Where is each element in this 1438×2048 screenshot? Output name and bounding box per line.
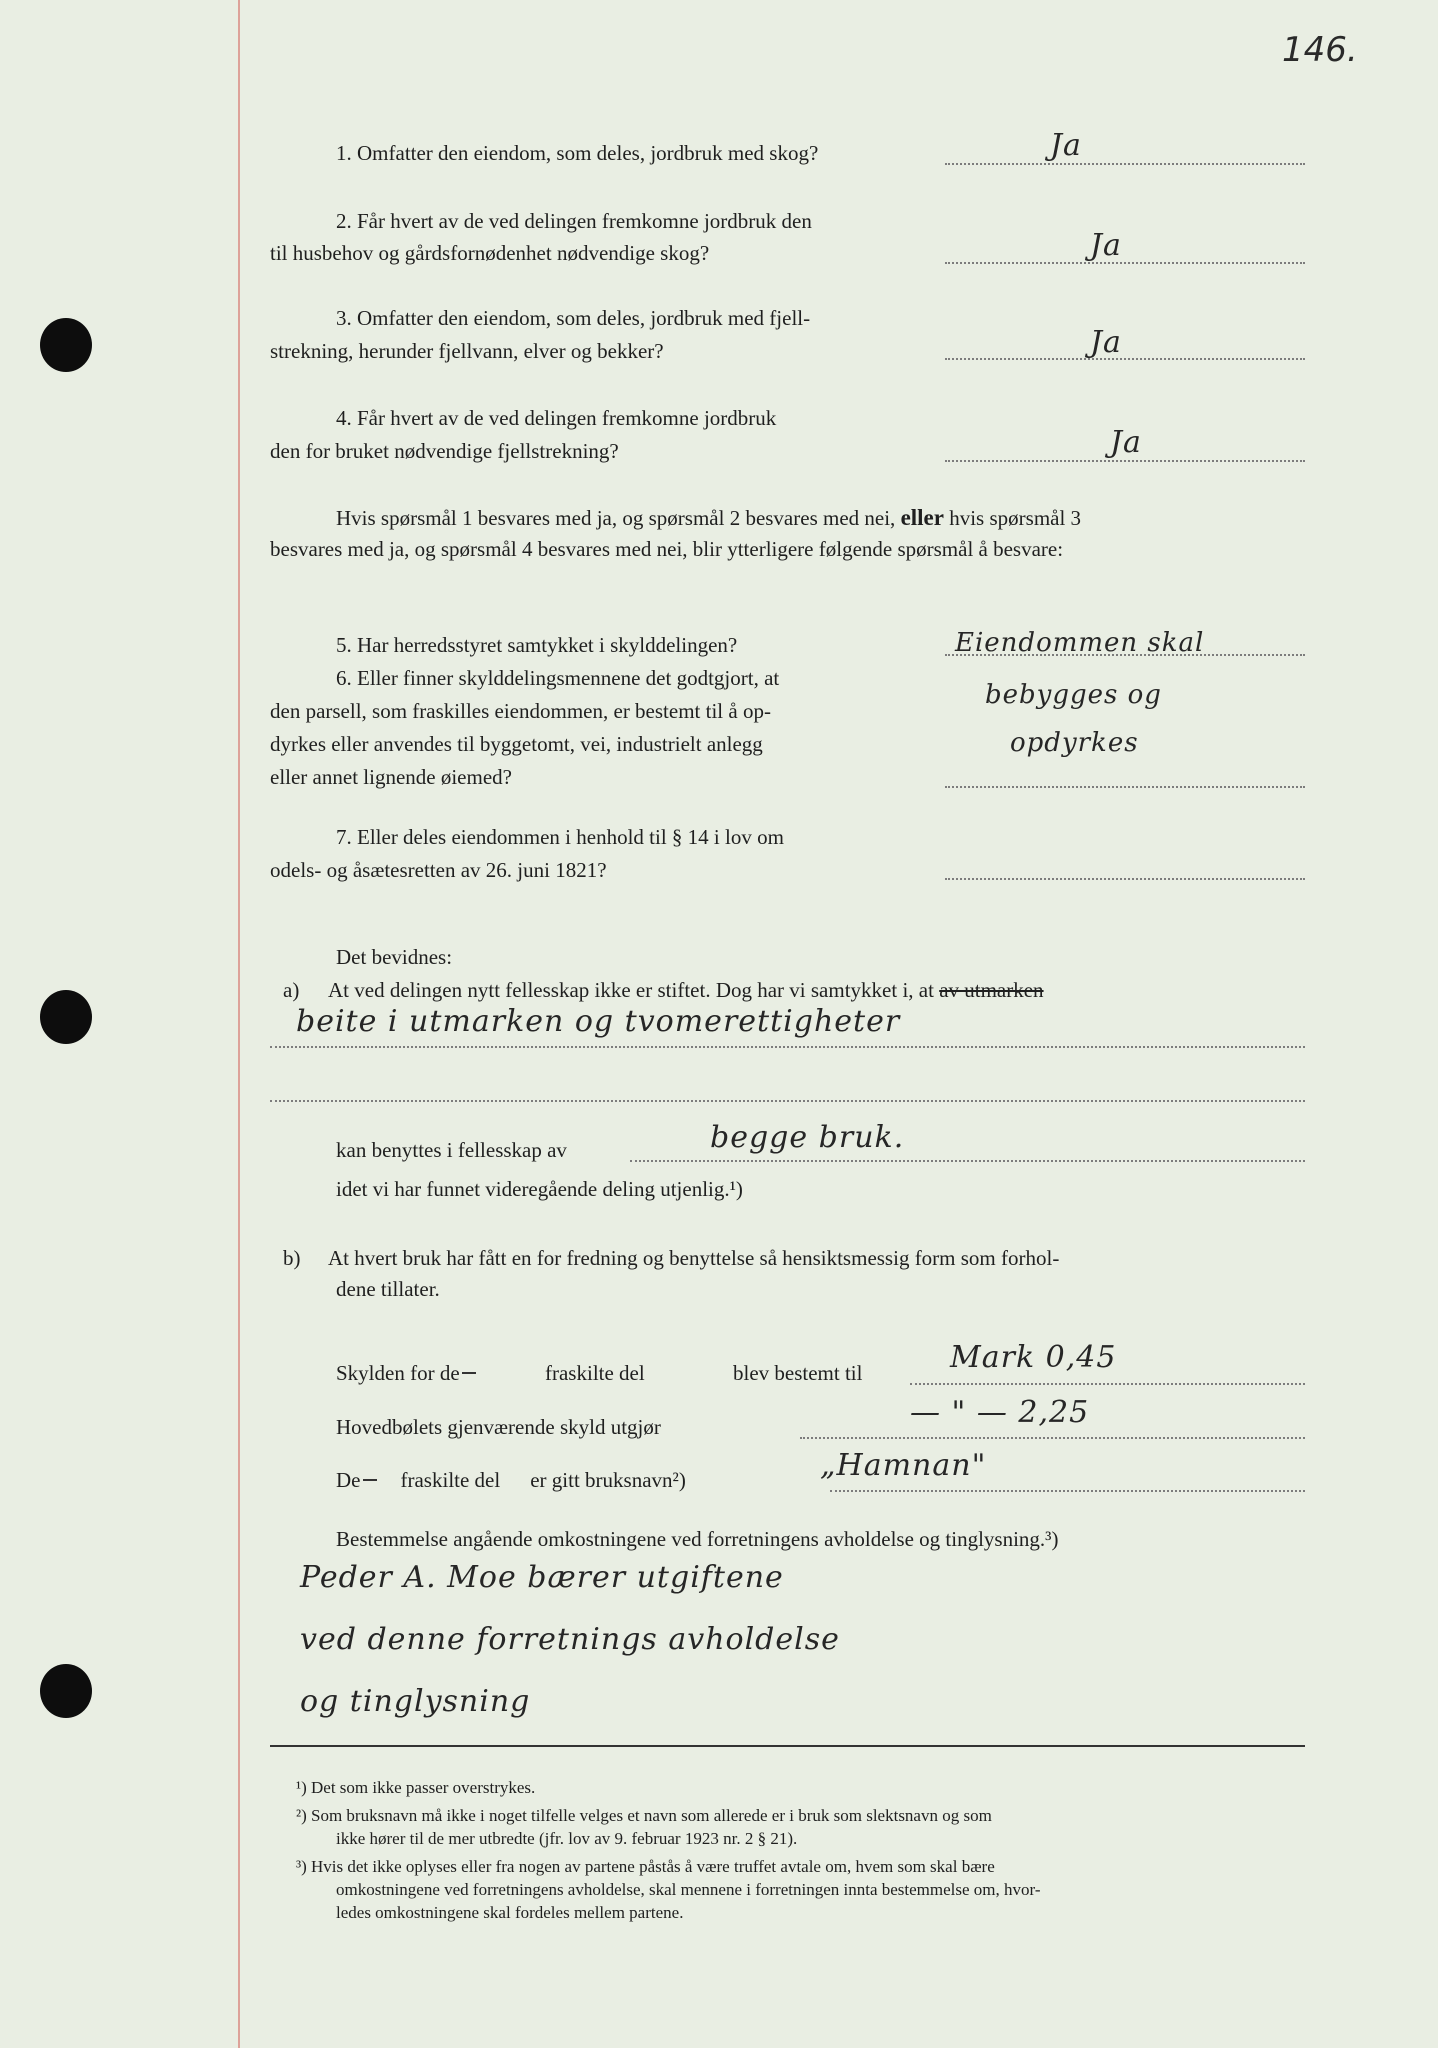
cert-b-label: b) <box>283 1246 301 1270</box>
cost-line-1: Peder A. Moe bærer utgiftene <box>300 1560 784 1595</box>
footnote-3-line-1: ³) Hvis det ikke oplyses eller fra nogen av partene påstås å være truffet avtale om, hvem som skal bære <box>296 1857 995 1876</box>
cert-a-line-2 <box>270 1100 1305 1102</box>
question-4-line-1: 4. Får hvert av de ved delingen fremkomne jordbruk <box>336 406 777 430</box>
question-5: 5. Har herredsstyret samtykket i skylddelingen? <box>336 633 738 657</box>
footnote-separator <box>270 1745 1305 1747</box>
skyld-label <box>336 1360 480 1386</box>
skyld-label-a: Skylden for de <box>336 1361 460 1385</box>
punch-hole-middle <box>40 990 92 1044</box>
footnote-3-line-2: omkostningene ved forretningens avholdelse, skal mennene i forretningen innta bestemmelse om, hvor- <box>336 1880 1041 1899</box>
cert-a-line-1 <box>270 1046 1305 1048</box>
answer-line-3 <box>945 358 1305 360</box>
question-4-line-2: den for bruket nødvendige fjellstrekning? <box>270 439 619 463</box>
question-1: 1. Omfatter den eiendom, som deles, jordbruk med skog? <box>336 141 819 165</box>
cert-a-text: At ved delingen nytt fellesskap ikke er stiftet. Dog har vi samtykket i, at <box>328 978 934 1002</box>
conditional-line-2: besvares med ja, og spørsmål 4 besvares med nei, blir ytterligere følgende spørsmål å besvare: <box>270 537 1064 561</box>
cert-b-line-2: dene tillater. <box>336 1277 440 1301</box>
cert-a-label: a) <box>283 978 300 1002</box>
common-use-line <box>630 1160 1305 1162</box>
skyld-value: Mark 0,45 <box>950 1340 1117 1375</box>
footnote-1: ¹) Det som ikke passer overstrykes. <box>296 1778 536 1797</box>
name-label-a: De <box>336 1468 361 1492</box>
cert-a-line <box>328 977 1044 1003</box>
footnote-2-line-2: ikke hører til de mer utbredte (jfr. lov av 9. februar 1923 nr. 2 § 21). <box>336 1829 798 1848</box>
question-7-line-2: odels- og åsætesretten av 26. juni 1821? <box>270 858 607 882</box>
name-label-b: fraskilte del <box>400 1468 501 1492</box>
name-line <box>830 1490 1305 1492</box>
punch-hole-bottom <box>40 1664 92 1718</box>
name-label <box>336 1467 686 1493</box>
question-7-line-1: 7. Eller deles eiendommen i henhold til § 14 i lov om <box>336 825 784 849</box>
punch-hole-top <box>40 318 92 372</box>
answer-4: Ja <box>1110 425 1142 460</box>
cert-b-line-1: At hvert bruk har fått en for fredning og benyttelse så hensiktsmessig form som forhol- <box>328 1246 1060 1270</box>
question-2-line-1: 2. Får hvert av de ved delingen fremkomne jordbruk den <box>336 209 812 233</box>
question-2-line-2: til husbehov og gårdsfornødenhet nødvendige skog? <box>270 241 710 265</box>
name-value: „Hamnan" <box>820 1448 987 1483</box>
answer-2: Ja <box>1090 228 1122 263</box>
question-6-line-2: den parsell, som fraskilles eiendommen, er bestemt til å op- <box>270 699 771 723</box>
question-6-line-3: dyrkes eller anvendes til byggetomt, vei, industrielt anlegg <box>270 732 763 756</box>
conditional-text-a: Hvis spørsmål 1 besvares med ja, og spørsmål 2 besvares med nei, <box>336 506 896 530</box>
skyld-end: blev bestemt til <box>733 1361 863 1385</box>
answer-line-4 <box>945 460 1305 462</box>
skyld-mid: fraskilte del <box>545 1361 645 1385</box>
conditional-line-1 <box>336 505 1081 531</box>
answer-line-2 <box>945 262 1305 264</box>
answer-line-1 <box>945 163 1305 165</box>
cost-label: Bestemmelse angående omkostningene ved forretningens avholdelse og tinglysning.³) <box>336 1527 1059 1551</box>
hoved-value: — " — 2,25 <box>910 1395 1090 1430</box>
conditional-bold: eller <box>900 505 944 530</box>
margin-line <box>238 0 240 2048</box>
skyld-line <box>910 1383 1305 1385</box>
conditional-text-b: hvis spørsmål 3 <box>949 506 1082 530</box>
answer-line-6 <box>945 786 1305 788</box>
footnote-2-line-1: ²) Som bruksnavn må ikke i noget tilfelle velges et navn som allerede er i bruk som slektsnavn og som <box>296 1806 992 1825</box>
question-3-line-2: strekning, herunder fjellvann, elver og bekker? <box>270 339 664 363</box>
answer-6-line-1: Eiendommen skal <box>955 628 1205 658</box>
found-text: idet vi har funnet videregående deling utjenlig.¹) <box>336 1177 743 1201</box>
question-6-line-4: eller annet lignende øiemed? <box>270 765 512 789</box>
answer-line-7 <box>945 878 1305 880</box>
page-number: 146. <box>1282 30 1358 70</box>
cost-line-3: og tinglysning <box>300 1684 531 1719</box>
answer-3: Ja <box>1090 325 1122 360</box>
answer-1: Ja <box>1050 128 1082 163</box>
footnote-3-line-3: ledes omkostningene skal fordeles mellem partene. <box>336 1903 684 1922</box>
cert-a-struck-text: av utmarken <box>939 978 1044 1002</box>
name-label-c: er gitt bruksnavn²) <box>530 1468 686 1492</box>
certification-heading: Det bevidnes: <box>336 945 453 969</box>
cost-line-2: ved denne forretnings avholdelse <box>300 1622 840 1657</box>
common-use-label: kan benyttes i fellesskap av <box>336 1138 567 1162</box>
cert-a-handwritten: beite i utmarken og tvomerettigheter <box>296 1004 901 1039</box>
answer-6-line-2: bebygges og <box>985 680 1162 710</box>
hoved-line <box>800 1437 1305 1439</box>
hoved-label: Hovedbølets gjenværende skyld utgjør <box>336 1415 661 1439</box>
common-use-value: begge bruk. <box>710 1120 905 1155</box>
question-3-line-1: 3. Omfatter den eiendom, som deles, jordbruk med fjell- <box>336 306 811 330</box>
answer-6-line-3: opdyrkes <box>1010 728 1139 758</box>
question-6-line-1: 6. Eller finner skylddelingsmennene det godtgjort, at <box>336 666 780 690</box>
